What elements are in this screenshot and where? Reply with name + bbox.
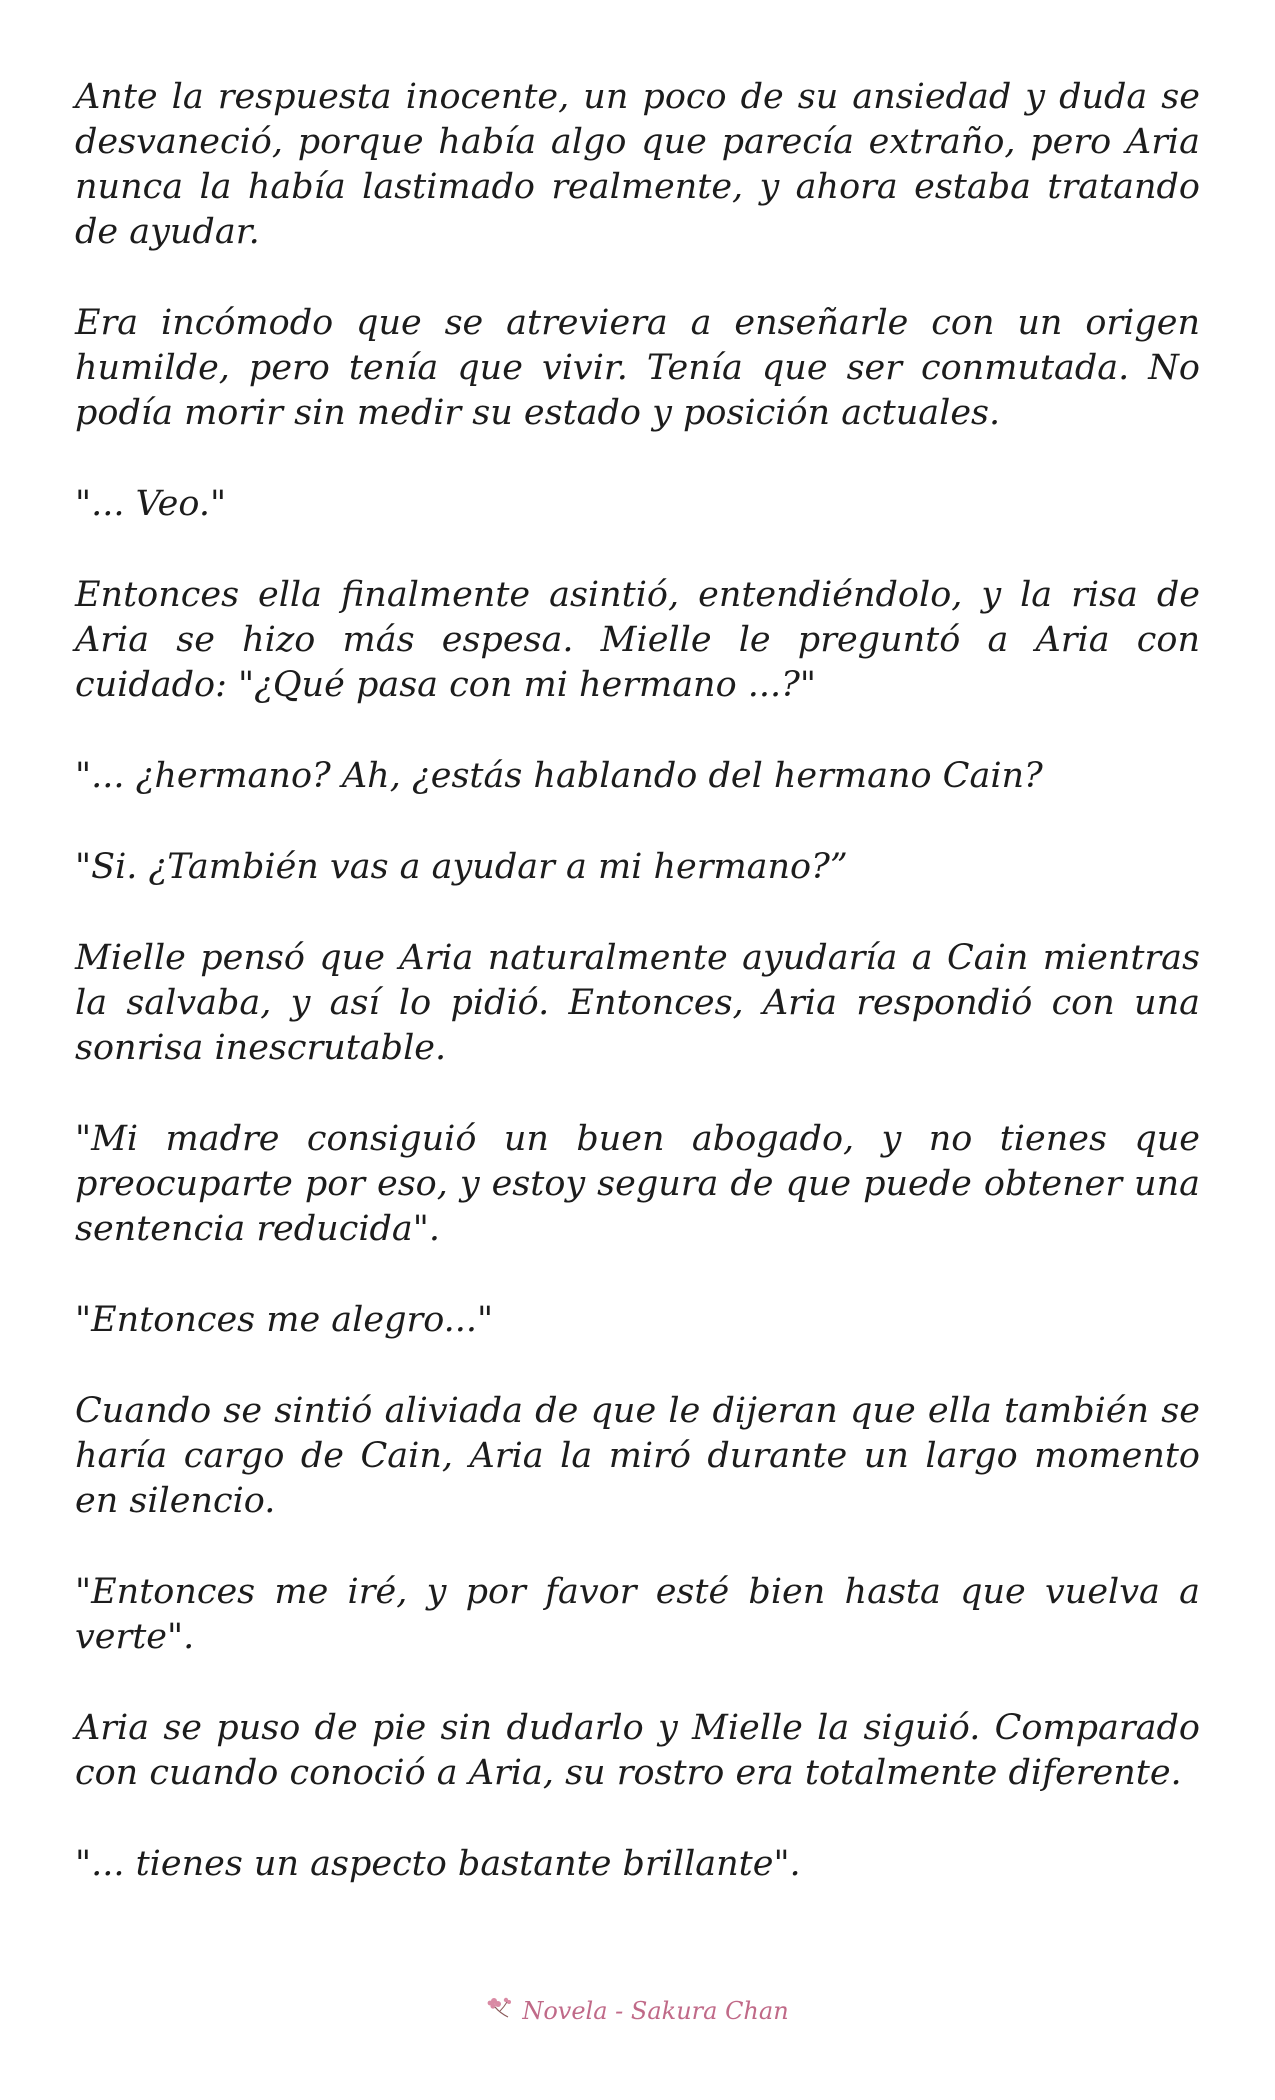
paragraph-5: "... ¿hermano? Ah, ¿estás hablando del hermano Cain?: [75, 756, 1043, 796]
paragraph-7: Mielle pensó que Aria naturalmente ayudaría a Cain mientras la salvaba, y así lo pidió. Entonces, Aria respondió con una sonrisa inescrutable.: [75, 938, 1200, 1068]
paragraph-8: "Mi madre consiguió un buen abogado, y no tienes que preocuparte por eso, y estoy segura de que puede obtener una sentencia reducida".: [75, 1119, 1200, 1249]
sakura-flower-icon: [486, 1995, 516, 2027]
paragraph-13: "... tienes un aspecto bastante brillante".: [75, 1844, 801, 1884]
paragraph-6: "Si. ¿También vas a ayudar a mi hermano?”: [75, 847, 848, 887]
paragraph-1: Ante la respuesta inocente, un poco de su ansiedad y duda se desvaneció, porque había algo que parecía extraño, pero Aria nunca la había lastimado realmente, y ahora estaba tratando de ayudar.: [75, 77, 1200, 252]
paragraph-12: Aria se puso de pie sin dudarlo y Mielle la siguió. Comparado con cuando conoció a Aria, su rostro era totalmente diferente.: [75, 1708, 1200, 1793]
paragraph-2: Era incómodo que se atreviera a enseñarle con un origen humilde, pero tenía que vivir. Tenía que ser conmutada. No podía morir sin medir su estado y posición actuales.: [75, 303, 1200, 433]
watermark: [0, 1995, 1275, 2027]
paragraph-10: Cuando se sintió aliviada de que le dijeran que ella también se haría cargo de Cain, Aria la miró durante un largo momento en silencio.: [75, 1391, 1200, 1521]
watermark-text: Novela - Sakura Chan: [522, 1997, 789, 2025]
paragraph-11: "Entonces me iré, y por favor esté bien hasta que vuelva a verte".: [75, 1572, 1200, 1657]
paragraph-9: "Entonces me alegro...": [75, 1300, 494, 1340]
document-body: [75, 75, 1200, 1933]
paragraph-3: "... Veo.": [75, 484, 227, 524]
paragraph-4: Entonces ella finalmente asintió, entendiéndolo, y la risa de Aria se hizo más espesa. Mielle le preguntó a Aria con cuidado: "¿Qué pasa con mi hermano ...?": [75, 575, 1200, 705]
